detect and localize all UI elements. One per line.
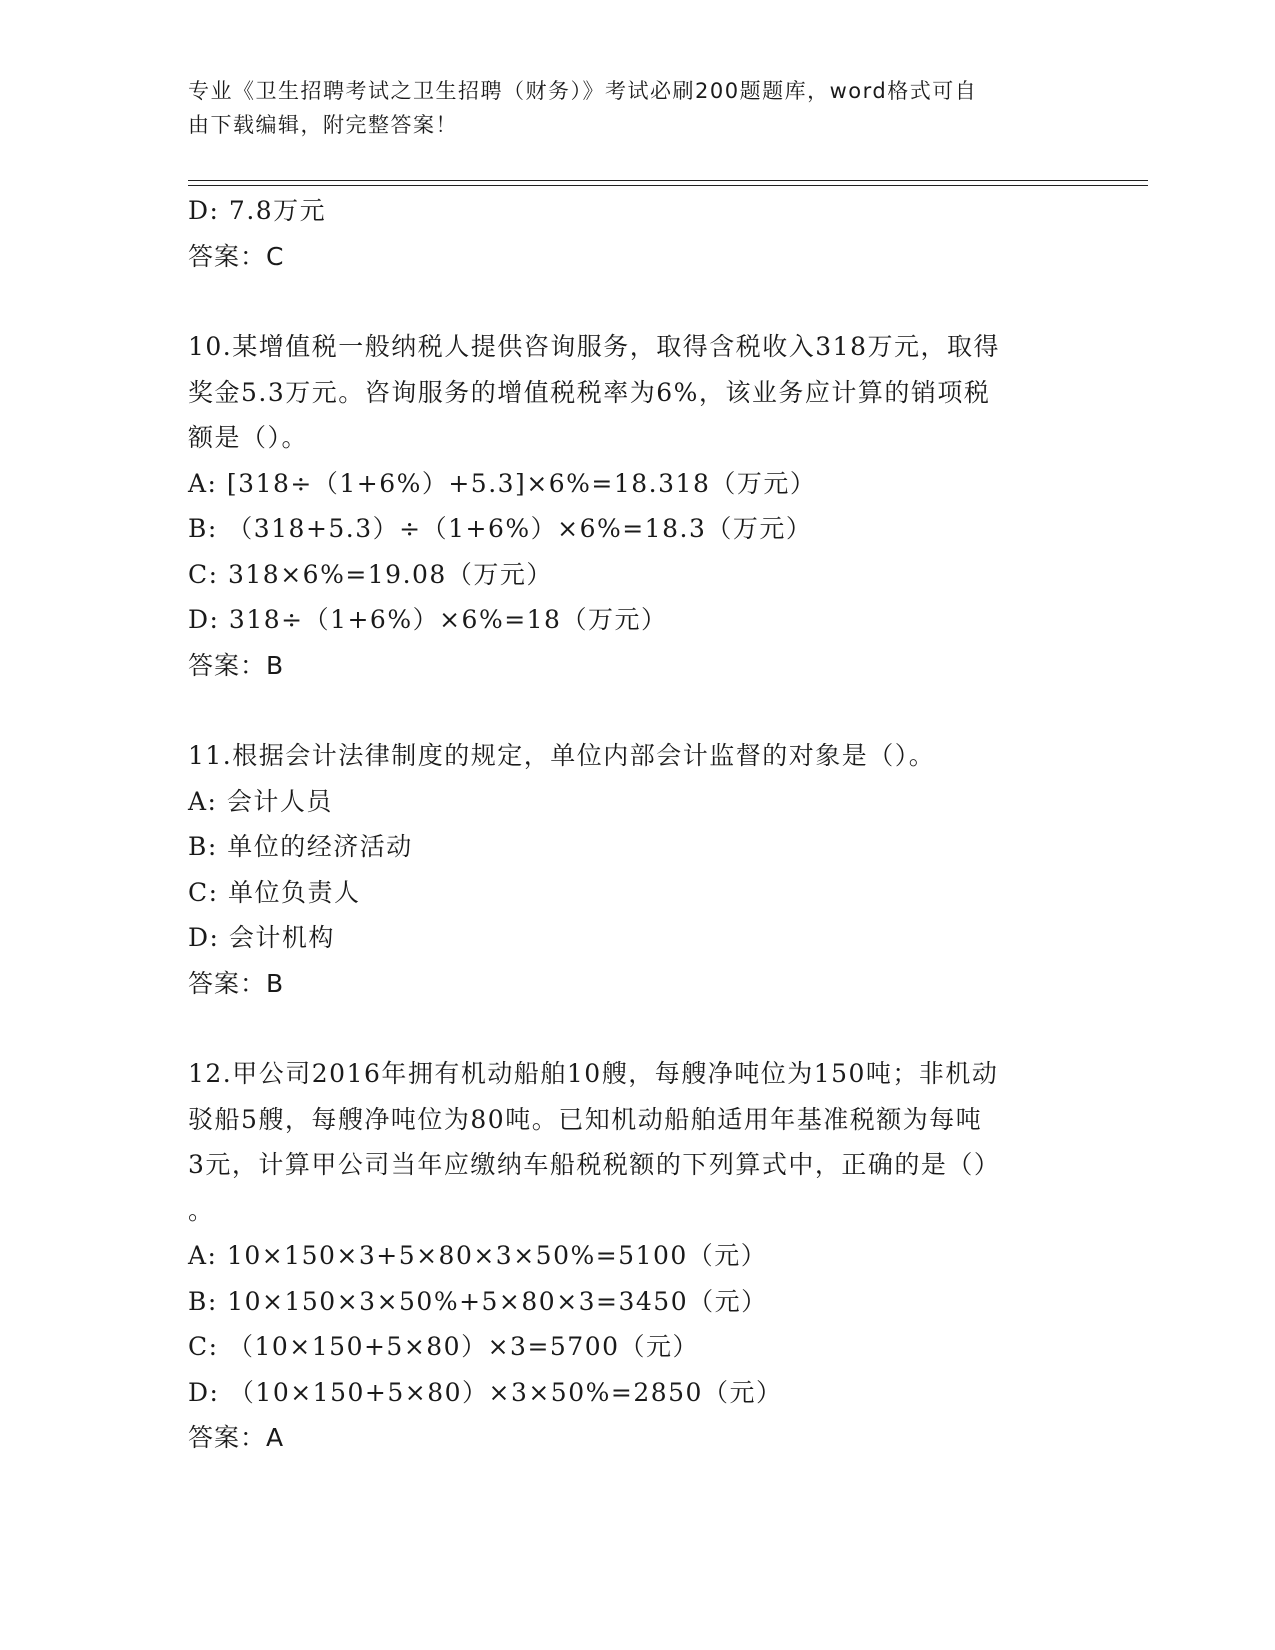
option-d: D: 318÷（1+6%）×6%=18（万元） bbox=[188, 605, 668, 634]
question-text-line: 奖金5.3万元。咨询服务的增值税税率为6%，该业务应计算的销项税 bbox=[188, 377, 991, 407]
question-text-line: 。 bbox=[188, 1195, 215, 1225]
option-d: D: （10×150+5×80）×3×50%=2850（元） bbox=[188, 1377, 783, 1407]
option-a: A: 会计人员 bbox=[188, 786, 333, 816]
question-12 bbox=[188, 1051, 1068, 1461]
answer-line: 答案：B bbox=[188, 650, 285, 680]
header-rule-bottom bbox=[188, 185, 1148, 186]
question-text-line: 12.甲公司2016年拥有机动船舶10艘，每艘净吨位为150吨；非机动 bbox=[188, 1059, 999, 1088]
question-10 bbox=[188, 324, 1068, 688]
answer-line: 答案：A bbox=[188, 1423, 285, 1452]
question-11 bbox=[188, 733, 1068, 1006]
answer-line: 答案：B bbox=[188, 968, 285, 998]
page-header bbox=[188, 74, 1088, 142]
question-text-line: 10.某增值税一般纳税人提供咨询服务，取得含税收入318万元，取得 bbox=[188, 332, 1000, 361]
header-line-2: 由下载编辑，附完整答案！ bbox=[188, 113, 458, 137]
spacer bbox=[188, 688, 1068, 733]
option-c: C: 单位负责人 bbox=[188, 877, 361, 907]
option-c: C: （10×150+5×80）×3=5700（元） bbox=[188, 1332, 700, 1361]
spacer bbox=[188, 1006, 1068, 1051]
spacer bbox=[188, 279, 1068, 324]
question-text-line: 3元，计算甲公司当年应缴纳车船税税额的下列算式中，正确的是（） bbox=[188, 1150, 1001, 1179]
option-d: D: 7.8万元 bbox=[188, 196, 327, 225]
question-text-line: 驳船5艘，每艘净吨位为80吨。已知机动船舶适用年基准税额为每吨 bbox=[188, 1104, 983, 1134]
document-body bbox=[188, 188, 1068, 1461]
option-a: A: [318÷（1+6%）+5.3]×6%=18.318（万元） bbox=[188, 468, 817, 498]
option-d: D: 会计机构 bbox=[188, 923, 335, 952]
option-c: C: 318×6%=19.08（万元） bbox=[188, 559, 553, 589]
option-b: B: （318+5.3）÷（1+6%）×6%=18.3（万元） bbox=[188, 514, 813, 543]
question-text-line: 11.根据会计法律制度的规定，单位内部会计监督的对象是（）。 bbox=[188, 741, 936, 770]
header-line-1: 专业《卫生招聘考试之卫生招聘（财务）》考试必刷200题题库，word格式可自 bbox=[188, 79, 978, 103]
answer-line: 答案：C bbox=[188, 241, 285, 271]
option-b: B: 10×150×3×50%+5×80×3=3450（元） bbox=[188, 1286, 768, 1316]
question-text-line: 额是（）。 bbox=[188, 423, 309, 452]
option-b: B: 单位的经济活动 bbox=[188, 832, 413, 861]
prev-question bbox=[188, 188, 1068, 279]
header-rule-top bbox=[188, 180, 1148, 181]
option-a: A: 10×150×3+5×80×3×50%=5100（元） bbox=[188, 1241, 768, 1270]
